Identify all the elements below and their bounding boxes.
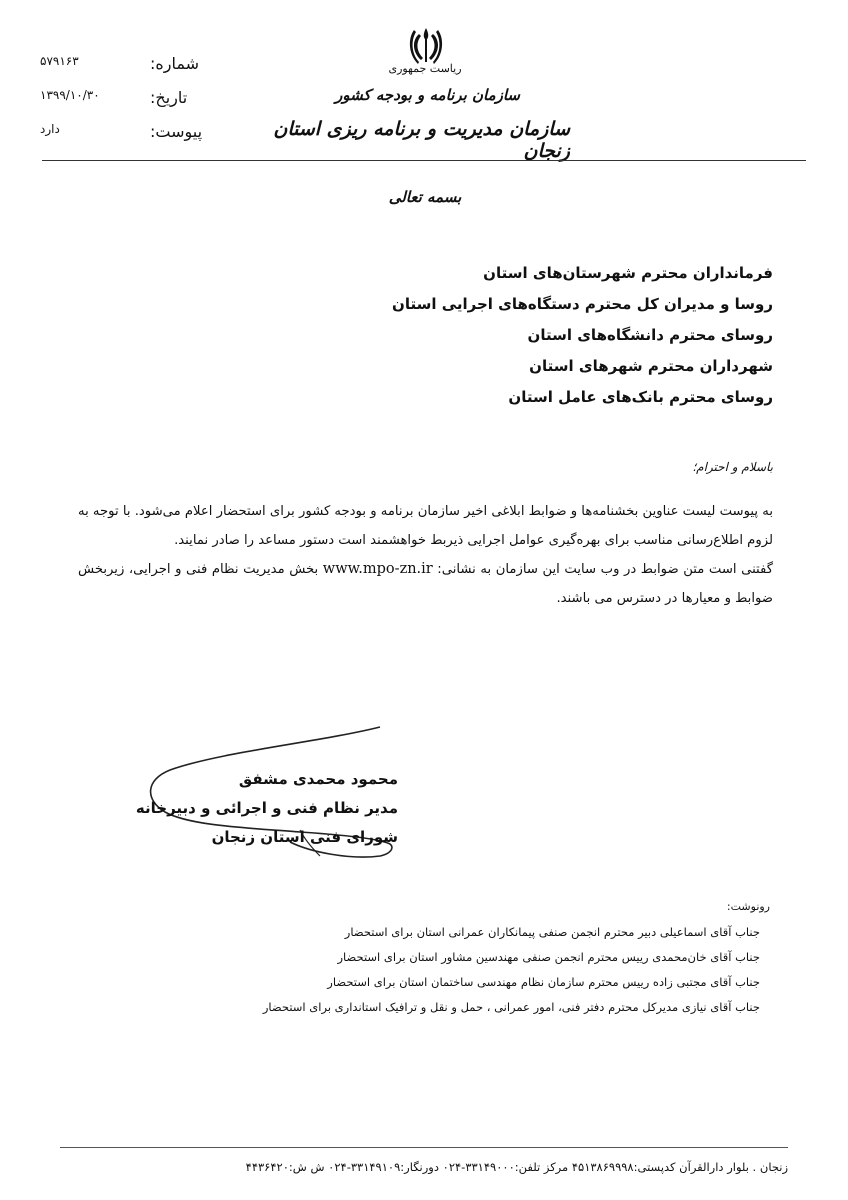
iran-emblem-icon — [408, 26, 444, 66]
cc-list — [160, 920, 760, 1020]
signatory-name: محمود محمدی مشفق — [238, 770, 398, 788]
meta-attachment-label: پیوست: — [150, 122, 203, 141]
addressee-item: روسای محترم بانک‌های عامل استان — [508, 388, 773, 406]
website-link[interactable]: www.mpo-zn.ir — [322, 561, 433, 577]
greeting: باسلام و احترام؛ — [692, 460, 773, 474]
cc-item: جناب آقای نیازی مدیرکل محترم دفتر فنی، امور عمرانی ، حمل و نقل و ترافیک استانداری برای استحضار — [262, 1000, 760, 1014]
signature-block — [98, 765, 398, 852]
addressee-item: روسا و مدیران کل محترم دستگاه‌های اجرایی استان — [392, 295, 773, 313]
addressee-item: فرمانداران محترم شهرستان‌های استان — [483, 264, 773, 282]
presidency-label: ریاست جمهوری — [388, 62, 462, 75]
letter-body — [78, 498, 773, 613]
body-paragraph-2-before: گفتنی است متن ضوابط در وب سایت این سازمان به نشانی: — [437, 562, 773, 577]
org-secondary-name: سازمان مدیریت و برنامه ریزی استان زنجان — [273, 118, 570, 162]
addressee-item: شهرداران محترم شهرهای استان — [529, 357, 773, 375]
footer-contact: زنجان . بلوار دارالقرآن کدپستی:۴۵۱۳۸۶۹۹۹۸ مرکز تلفن:۳۳۱۴۹۰۰۰-۰۲۴ دورنگار:۳۳۱۴۹۱۰۹-۰۲۴ ش ش:۴۴۳۶۴۲۰ — [245, 1160, 788, 1174]
addressee-list — [173, 258, 773, 413]
body-paragraph-2 — [78, 555, 773, 613]
header-divider — [42, 160, 806, 161]
cc-item: جناب آقای خان‌محمدی رییس محترم انجمن صنفی مهندسین مشاور استان برای استحضار — [337, 950, 760, 964]
meta-date-label: تاریخ: — [150, 88, 188, 107]
meta-attachment-value: دارد — [40, 122, 60, 136]
cc-item: جناب آقای مجتبی زاده رییس محترم سازمان نظام مهندسی ساختمان استان برای استحضار — [327, 975, 760, 989]
body-paragraph-1: به پیوست لیست عناوین بخشنامه‌ها و ضوابط ابلاغی اخیر سازمان برنامه و بودجه کشور برای استحضار اعلام می‌شود. با توجه به لزوم اطلاع‌رسانی مناسب برای بهره‌گیری عوامل اجرایی ذیربط خواهشمند است دستور مساعد را صادر نمایند. — [78, 504, 773, 548]
meta-number-value: ۵۷۹۱۶۳ — [40, 54, 79, 68]
signatory-title-1: مدیر نظام فنی و اجرائی و دبیرخانه — [135, 799, 398, 817]
body-paragraph-2-after: بخش مدیریت نظام فنی و اجرایی، زیربخش ضوابط و معیارها در دسترس می باشند. — [78, 562, 773, 606]
cc-item: جناب آقای اسماعیلی دبیر محترم انجمن صنفی پیمانکاران عمرانی استان برای استحضار — [344, 925, 760, 939]
invocation: بسمه تعالی — [388, 188, 462, 206]
footer-divider — [60, 1147, 788, 1148]
addressee-item: روسای محترم دانشگاه‌های استان — [527, 326, 773, 344]
meta-date-value: ۱۳۹۹/۱۰/۳۰ — [40, 88, 100, 102]
cc-title: رونوشت: — [726, 900, 770, 913]
meta-number-label: شماره: — [150, 54, 200, 73]
org-primary-name: سازمان برنامه و بودجه کشور — [335, 86, 520, 104]
signatory-title-2: شورای فنی استان زنجان — [211, 828, 398, 846]
